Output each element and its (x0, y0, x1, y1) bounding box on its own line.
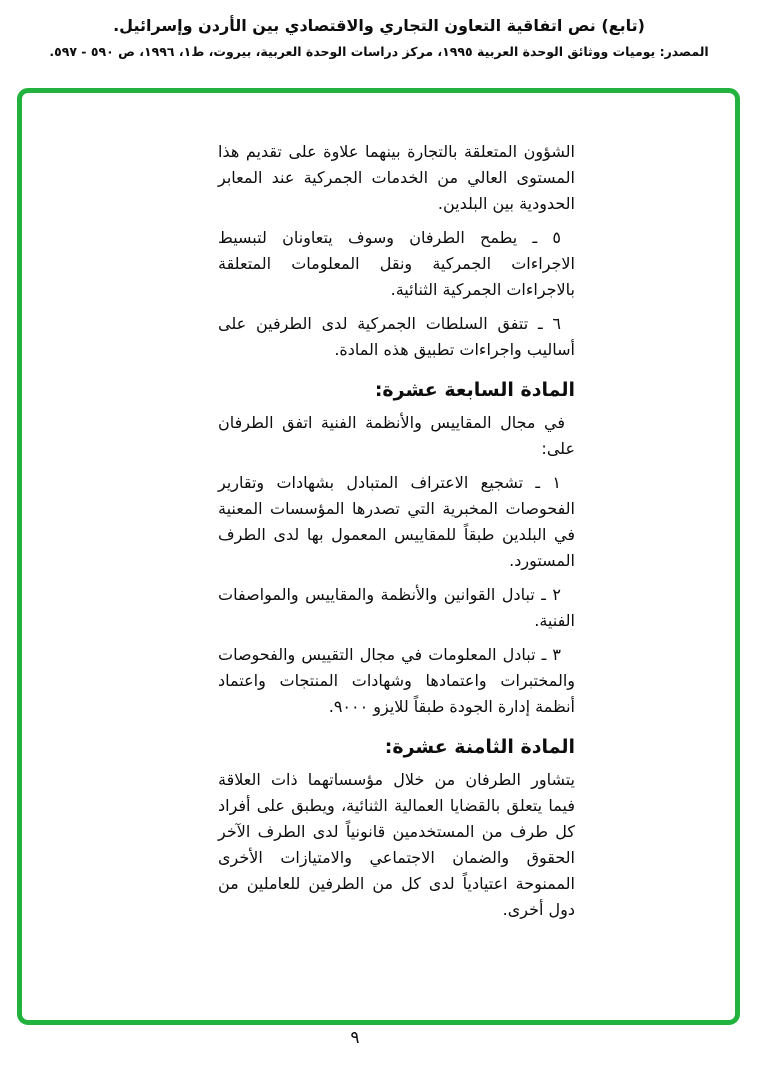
article-17-heading: المادة السابعة عشرة: (374, 379, 575, 401)
clause-6: ٦ ـ تتفق السلطات الجمركية لدى الطرفين على أساليب واجراءات تطبيق هذه المادة. (218, 314, 575, 359)
clause-5: ٥ ـ يطمح الطرفان وسوف يتعاونان لتبسيط الاجراءات الجمركية ونقل المعلومات المتعلقة بالاجراءات الجمركية الثنائية. (218, 228, 575, 299)
clause-3: ٣ ـ تبادل المعلومات في مجال التقييس والفحوصات والمختبرات واعتمادها وشهادات المنتجات واعتماد أنظمة إدارة الجودة طبقاً للايزو ٩٠٠٠. (218, 645, 575, 716)
article-17-intro: في مجال المقاييس والأنظمة الفنية اتفق الطرفان على: (218, 413, 575, 458)
clause-1: ١ ـ تشجيع الاعتراف المتبادل بشهادات وتقارير الفحوصات المخبرية التي تصدرها المؤسسات المعنية في البلدين طبقاً للمقاييس المعمول بها لدى الطرف المستورد. (218, 473, 575, 570)
paragraph-continuation: الشؤون المتعلقة بالتجارة بينهما علاوة على تقديم هذا المستوى العالي من الخدمات الجمركية عند المعابر الحدودية بين البلدين. (218, 142, 575, 213)
article-18-body: يتشاور الطرفان من خلال مؤسساتهما ذات العلاقة فيما يتعلق بالقضايا العمالية الثنائية، ويطبق على أفراد كل طرف من المستخدمين قانونياً لدى الطرف الآخر الحقوق والضمان الاجتماعي والامتيازات الأخرى الممنوحة اعتيادياً لدى كل من الطرفين للعاملين من دول أخرى. (218, 770, 575, 919)
article-18-heading: المادة الثامنة عشرة: (384, 736, 575, 758)
document-source-line: المصدر: يوميات ووثائق الوحدة العربية ١٩٩٥، مركز دراسات الوحدة العربية، بيروت، ط١، ١٩٩٦، ص ٥٩٠ - ٥٩٧. (49, 44, 709, 59)
document-body (218, 139, 575, 931)
clause-2: ٢ ـ تبادل القوانين والأنظمة والمقاييس والمواصفات الفنية. (218, 585, 575, 630)
document-header (0, 16, 758, 59)
page-number: ٩ (350, 1028, 360, 1048)
document-title: (تابع) نص اتفاقية التعاون التجاري والاقتصادي بين الأردن وإسرائيل. (113, 16, 645, 35)
content-frame (17, 88, 740, 1025)
